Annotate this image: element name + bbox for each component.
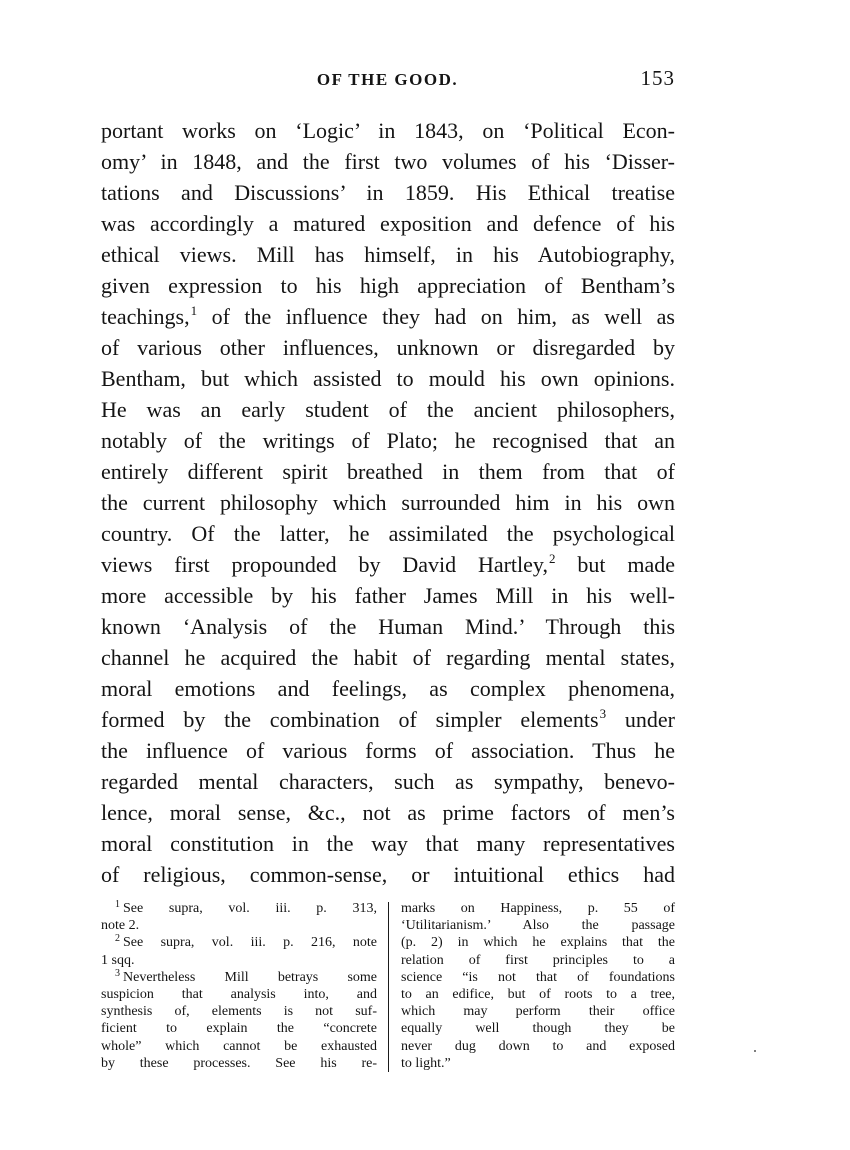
footnote-ref: 3 [599,706,607,721]
footnote-line: science “is not that of foundations [401,969,675,985]
footnote-line: whole” which cannot be exhausted [101,1038,377,1054]
footnote-text: See supra, vol. iii. p. 216, note [123,935,377,951]
footnote-text: Nevertheless Mill betrays some [123,969,377,985]
text-line: the current philosophy which surrounded him in his own [101,490,675,515]
text-segment: formed by the combination of simpler elements [101,707,599,732]
text-line: was accordingly a matured exposition and defence of his [101,211,675,236]
footnote-text: See supra, vol. iii. p. 313, [123,901,377,916]
text-line: moral emotions and feelings, as complex phenomena, [101,676,675,701]
text-line: Bentham, but which assisted to mould his own opinions. [101,366,675,391]
running-head [100,66,675,96]
footnotes-left-column [101,900,377,1072]
footnote-line: which may perform their office [401,1004,675,1020]
text-segment: under [624,707,675,732]
text-line: He was an early student of the ancient philosophers, [101,397,675,422]
footnote-line: to light.” [401,1055,451,1071]
footnote-marker: 3 [115,967,120,979]
body-text [101,115,675,890]
footnote-line [101,969,377,986]
footnote-line [101,900,377,917]
text-segment: teachings, [101,304,190,329]
footnote-line: by these processes. See his re- [101,1055,377,1071]
text-line: regarded mental characters, such as sympathy, benevo- [101,769,675,794]
text-segment: but made [577,552,675,577]
footnote-line: relation of first principles to a [401,952,675,968]
text-line: ethical views. Mill has himself, in his Autobiography, [101,242,675,267]
text-line: entirely different spirit breathed in them from that of [101,459,675,484]
footnote-ref: 2 [549,551,556,566]
text-line: notably of the writings of Plato; he recognised that an [101,428,675,453]
text-line: moral constitution in the way that many representatives [101,831,675,856]
footnote-column-divider [388,902,389,1072]
text-line: known ‘Analysis of the Human Mind.’ Through this [101,614,675,639]
text-line-with-footnote [101,704,675,735]
text-line: channel he acquired the habit of regarding mental states, [101,645,675,670]
text-line-with-footnote [101,549,675,580]
text-line-with-footnote [101,301,675,332]
text-line: of religious, common-sense, or intuitional ethics had [101,862,675,887]
footnote-line: suspicion that analysis into, and [101,986,377,1002]
running-title: OF THE GOOD. [316,70,459,89]
page-number: 153 [640,66,675,90]
text-line: country. Of the latter, he assimilated the psychological [101,521,675,546]
footnote-ref: 1 [190,303,198,318]
text-line: more accessible by his father James Mill in his well- [101,583,675,608]
text-line: the influence of various forms of association. Thus he [101,738,675,763]
footnotes [101,900,675,1080]
scan-speck [754,1050,756,1052]
footnote-line: equally well though they be [401,1021,675,1037]
footnote-line: (p. 2) in which he explains that the [401,935,675,951]
footnote-line: ficient to explain the “concrete [101,1021,377,1037]
text-line: of various other influences, unknown or disregarded by [101,335,675,360]
footnote-line: note 2. [101,918,140,934]
footnote-line: marks on Happiness, p. 55 of [401,901,675,916]
text-line: lence, moral sense, &c., not as prime factors of men’s [101,800,675,825]
text-segment: views first propounded by David Hartley, [101,552,548,577]
text-segment: of the influence they had on him, as well as [211,304,675,329]
text-line: given expression to his high appreciation of Bentham’s [101,273,675,298]
footnote-line: ‘Utilitarianism.’ Also the passage [401,918,675,934]
footnote-line: never dug down to and exposed [401,1038,675,1054]
footnote-marker: 2 [115,933,120,945]
text-line: omy’ in 1848, and the first two volumes of his ‘Disser- [101,149,675,174]
footnote-line: to an edifice, but of roots to a tree, [401,986,675,1002]
footnote-line [101,934,377,951]
footnotes-right-column [401,900,675,1072]
footnote-line: 1 sqq. [101,952,135,968]
text-line: tations and Discussions’ in 1859. His Ethical treatise [101,180,675,205]
footnote-marker: 1 [115,899,120,910]
footnote-line: synthesis of, elements is not suf- [101,1004,377,1020]
text-line: portant works on ‘Logic’ in 1843, on ‘Political Econ- [101,118,675,143]
